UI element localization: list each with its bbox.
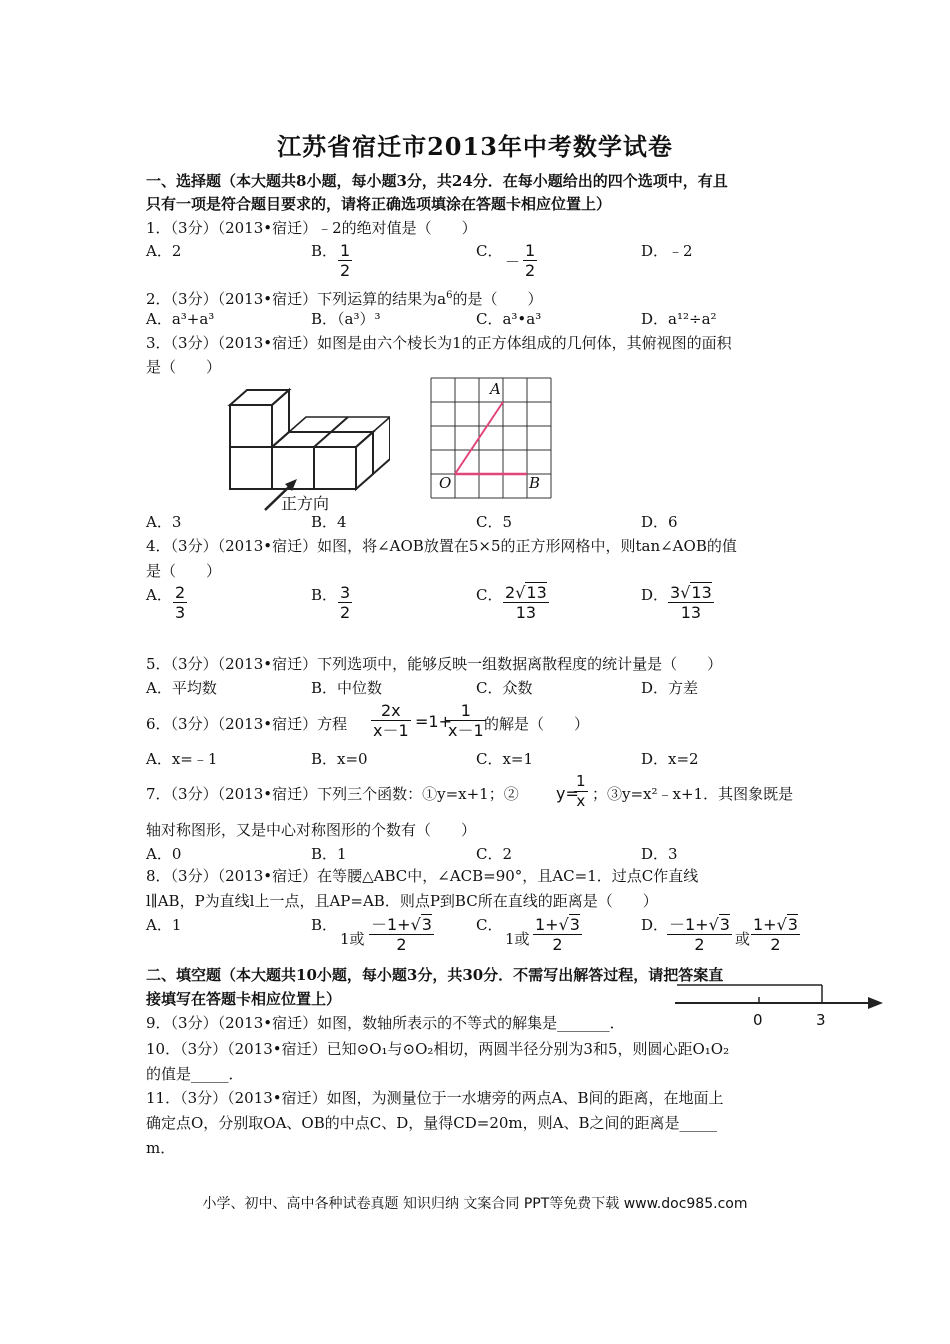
q8-option-c-fraction xyxy=(533,915,582,954)
q8-stem-line2: l∥AB，P为直线l上一点，且AP=AB．则点P到BC所在直线的距离是（ ） xyxy=(146,892,658,910)
q4-b-num: 3 xyxy=(340,583,351,602)
q4-option-d-fraction xyxy=(668,583,714,622)
q8-option-b-prefix: 1或 xyxy=(340,930,365,948)
q8-option-d-fraction-1 xyxy=(667,915,732,954)
q8-b-num-text: －1+ xyxy=(371,915,411,934)
q8-option-d-label: D． xyxy=(641,916,669,934)
q8-c-den: 2 xyxy=(552,935,563,954)
q4-option-a-label: A． xyxy=(146,586,172,604)
q1-option-b-label: B． xyxy=(311,242,338,260)
section2-heading-line2: 接填写在答题卡相应位置上） xyxy=(146,990,342,1008)
q6-option-a: A．x=﹣1 xyxy=(146,750,218,768)
q6-fraction-1 xyxy=(371,701,411,740)
q4-a-den: 3 xyxy=(175,603,186,622)
q1-stem: 1．（3分）（2013•宿迁）﹣2的绝对值是（ ） xyxy=(146,219,477,237)
q8-d-num1-text: －1+ xyxy=(669,915,709,934)
q6-stem-pre: 6．（3分）（2013•宿迁）方程 xyxy=(146,715,348,733)
q11-stem-line2: 确定点O，分别取OA、OB的中点C、D，量得CD=20m，则A、B之间的距离是_____ xyxy=(146,1114,717,1132)
q7-stem-pre: 7．（3分）（2013•宿迁）下列三个函数：①y=x+1；② xyxy=(146,785,519,803)
footer-text: 小学、初中、高中各种试卷真题 知识归纳 文案合同 PPT等免费下载 www.doc985.com xyxy=(202,1196,748,1212)
q8-option-d-fraction-2 xyxy=(751,915,800,954)
q7-option-c: C．2 xyxy=(476,845,513,863)
q6-f2-num: 1 xyxy=(446,701,486,721)
q4-c-rad: 13 xyxy=(526,583,547,602)
section1-heading-line1: 一、选择题（本大题共8小题，每小题3分，共24分．在每小题给出的四个选项中，有且 xyxy=(146,172,728,190)
q1-option-b-fraction xyxy=(338,241,352,280)
q4-option-d-label: D． xyxy=(641,586,669,604)
q4-d-rad: 13 xyxy=(691,583,712,602)
q1-option-c-sign: － xyxy=(505,253,521,271)
q10-stem-line1: 10．（3分）（2013•宿迁）已知⊙O₁与⊙O₂相切，两圆半径分别为3和5，则圆心距O₁O₂ xyxy=(146,1040,730,1058)
q7-stem-post: ；③y=x²﹣x+1．其图象既是 xyxy=(592,785,794,803)
q3-option-b: B．4 xyxy=(311,513,347,531)
q3-option-c: C．5 xyxy=(476,513,513,531)
q8-d-num2-text: 1+ xyxy=(753,915,777,934)
q8-c-num: 1+√3 xyxy=(535,915,580,934)
q8-b-rad: 3 xyxy=(421,915,432,934)
q8-d-num1: －1+√3 xyxy=(669,915,730,934)
q5-option-d: D．方差 xyxy=(641,679,699,697)
q1-option-c-label: C． xyxy=(476,242,503,260)
grid-label-a: A xyxy=(490,380,501,398)
q8-option-b-fraction xyxy=(369,915,434,954)
q2-stem-pre: 2．（3分）（2013•宿迁）下列运算的结果为a xyxy=(146,290,447,308)
q6-f1-num: 2x xyxy=(371,701,411,721)
q8-d-num2: 1+√3 xyxy=(753,915,798,934)
q1-option-a: A．2 xyxy=(146,242,182,260)
q3-stem-line1: 3．（3分）（2013•宿迁）如图是由六个棱长为1的正方体组成的几何体，其俯视图的面积 xyxy=(146,334,732,352)
grid-label-b: B xyxy=(529,474,541,492)
q9-stem: 9．（3分）（2013•宿迁）如图，数轴所表示的不等式的解集是_______． xyxy=(146,1014,625,1032)
q8-stem-line1: 8．（3分）（2013•宿迁）在等腰△ABC中，∠ACB=90°，且AC=1．过点C作直线 xyxy=(146,867,699,885)
q4-stem-line1: 4．（3分）（2013•宿迁）如图，将∠AOB放置在5×5的正方形网格中，则tan∠AOB的值 xyxy=(146,537,737,555)
q8-d-rad2: 3 xyxy=(787,915,798,934)
q2-stem-post: 的是（ ） xyxy=(452,290,543,308)
q3-stem-line2: 是（ ） xyxy=(146,358,222,376)
q4-c-num: 2√13 xyxy=(505,583,547,602)
q1-option-c-fraction xyxy=(523,241,537,280)
q6-f1-den: x－1 xyxy=(373,721,409,740)
number-line xyxy=(675,983,885,1011)
q8-option-c-prefix: 1或 xyxy=(505,930,530,948)
q5-option-c: C．众数 xyxy=(476,679,533,697)
q6-option-b: B．x=0 xyxy=(311,750,368,768)
q6-option-c: C．x=1 xyxy=(476,750,534,768)
q8-d-den2: 2 xyxy=(770,935,781,954)
q11-stem-line3: m． xyxy=(146,1139,176,1157)
section2-heading-line1: 二、填空题（本大题共10小题，每小题3分，共30分．不需写出解答过程，请把答案直 xyxy=(146,966,724,984)
q2-option-c: C．a³•a³ xyxy=(476,310,542,328)
q8-option-a: A．1 xyxy=(146,916,182,934)
q5-stem: 5．（3分）（2013•宿迁）下列选项中，能够反映一组数据离散程度的统计量是（ ） xyxy=(146,655,723,673)
q2-stem xyxy=(146,286,542,309)
q6-option-d: D．x=2 xyxy=(641,750,699,768)
q7-y-eq: y= xyxy=(556,784,579,803)
q8-b-num: －1+√3 xyxy=(371,915,432,934)
q10-stem-line2: 的值是_____． xyxy=(146,1065,244,1083)
q8-option-c-label: C． xyxy=(476,916,503,934)
q1-option-d: D．﹣2 xyxy=(641,242,693,260)
q7-option-a: A．0 xyxy=(146,845,182,863)
q2-option-b: B．（a³）³ xyxy=(311,310,381,328)
page-title: 江苏省宿迁市2013年中考数学试卷 xyxy=(277,132,673,161)
q7-stem-line2: 轴对称图形，又是中心对称图形的个数有（ ） xyxy=(146,821,477,839)
number-line-tick-3: 3 xyxy=(816,1011,826,1029)
q7-option-b: B．1 xyxy=(311,845,347,863)
q1-c-den: 2 xyxy=(525,261,536,280)
q4-c-coef: 2 xyxy=(505,583,516,602)
q2-option-d: D．a¹²÷a² xyxy=(641,310,717,328)
q3-option-a: A．3 xyxy=(146,513,182,531)
q8-d-den1: 2 xyxy=(694,935,705,954)
q6-f2-den: x－1 xyxy=(448,721,484,740)
q4-option-b-fraction xyxy=(338,583,352,622)
section1-heading-line2: 只有一项是符合题目要求的，请将正确选项填涂在答题卡相应位置上） xyxy=(146,195,612,213)
q4-stem-line2: 是（ ） xyxy=(146,562,222,580)
q8-c-num-text: 1+ xyxy=(535,915,559,934)
q8-d-rad1: 3 xyxy=(719,915,730,934)
q7-fraction xyxy=(574,772,588,811)
q7-f-num: 1 xyxy=(576,772,586,790)
q2-option-a: A．a³+a³ xyxy=(146,310,215,328)
q4-a-num: 2 xyxy=(175,583,186,602)
q11-stem-line1: 11．（3分）（2013•宿迁）如图，为测量位于一水塘旁的两点A、B间的距离，在地面上 xyxy=(146,1089,724,1107)
q6-mid: =1+ xyxy=(415,712,452,731)
q4-d-num: 3√13 xyxy=(670,583,712,602)
q6-fraction-2 xyxy=(446,701,486,740)
q4-option-c-fraction xyxy=(503,583,549,622)
q1-b-den: 2 xyxy=(340,261,351,280)
q7-f-den: x xyxy=(576,792,586,810)
q2-stem-exp: 6 xyxy=(446,290,453,301)
q8-option-b-label: B． xyxy=(311,916,338,934)
q4-c-den: 13 xyxy=(515,603,537,622)
q7-option-d: D．3 xyxy=(641,845,678,863)
q1-b-num: 1 xyxy=(340,241,351,260)
q8-b-den: 2 xyxy=(396,935,407,954)
q3-arrow-label: 正方向 xyxy=(281,494,330,513)
q6-stem-post: 的解是（ ） xyxy=(484,715,590,733)
q1-c-num: 1 xyxy=(525,241,536,260)
q3-option-d: D．6 xyxy=(641,513,678,531)
q4-d-coef: 3 xyxy=(670,583,681,602)
q4-d-den: 13 xyxy=(680,603,702,622)
q5-option-b: B．中位数 xyxy=(311,679,383,697)
q8-c-rad: 3 xyxy=(569,915,580,934)
number-line-tick-0: 0 xyxy=(753,1011,763,1029)
q5-option-a: A．平均数 xyxy=(146,679,217,697)
q4-option-b-label: B． xyxy=(311,586,338,604)
grid-label-o: O xyxy=(439,474,452,492)
q4-option-c-label: C． xyxy=(476,586,503,604)
q4-option-a-fraction xyxy=(173,583,187,622)
q4-b-den: 2 xyxy=(340,603,351,622)
q8-option-d-or: 或 xyxy=(735,930,751,948)
